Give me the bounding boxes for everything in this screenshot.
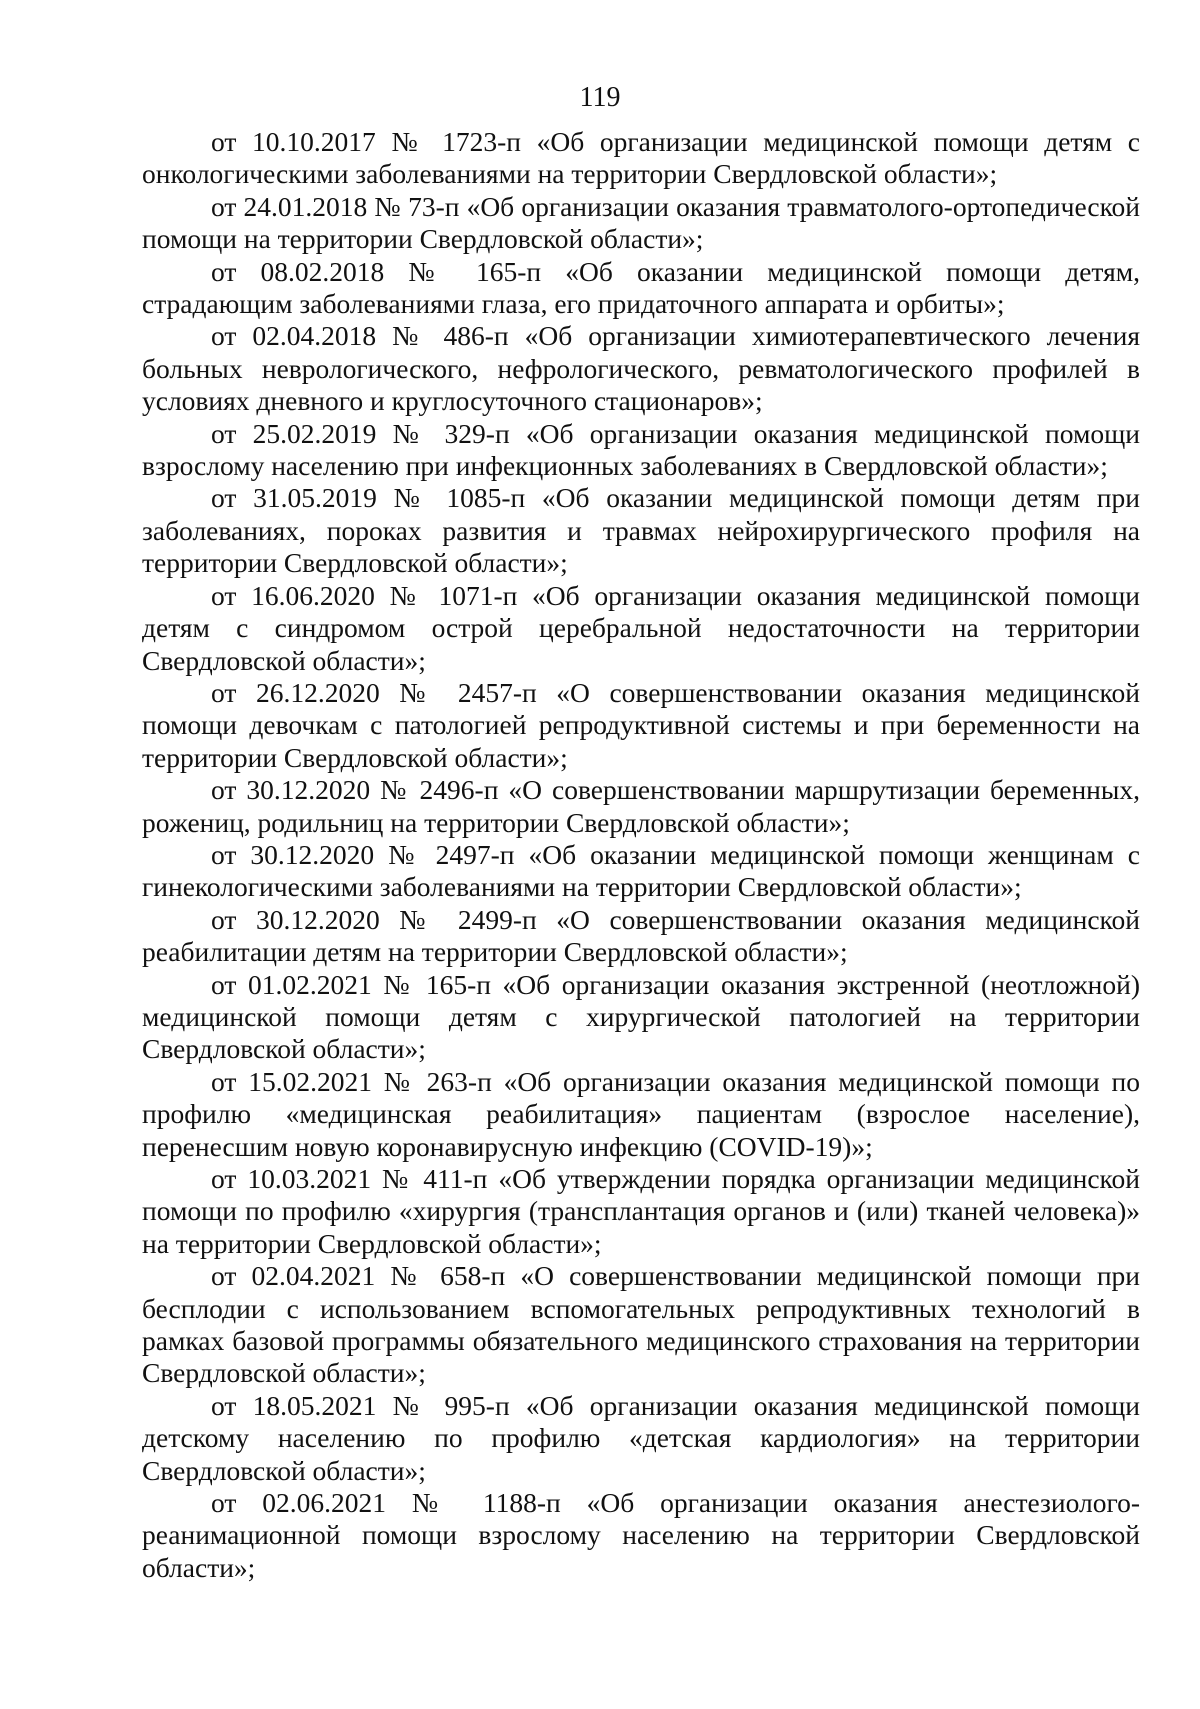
order-item: от 16.06.2020 № 1071-п «Об организации оказания медицинской помощи детям с синдромом острой церебральной недостаточности на территории Свердловской области»; bbox=[142, 579, 1140, 676]
order-item: от 10.10.2017 № 1723-п «Об организации медицинской помощи детям с онкологическими заболеваниями на территории Свердловской области»; bbox=[142, 126, 1140, 190]
order-item: от 31.05.2019 № 1085-п «Об оказании медицинской помощи детям при заболеваниях, пороках развития и травмах нейрохирургического профиля на территории Свердловской области»; bbox=[142, 482, 1140, 579]
order-item: от 26.12.2020 № 2457-п «О совершенствовании оказания медицинской помощи девочкам с патологией репродуктивной системы и при беременности на территории Свердловской области»; bbox=[142, 676, 1140, 773]
order-item: от 30.12.2020 № 2499-п «О совершенствовании оказания медицинской реабилитации детям на территории Свердловской области»; bbox=[142, 903, 1140, 968]
order-item: от 30.12.2020 № 2497-п «Об оказании медицинской помощи женщинам с гинекологическими заболеваниями на территории Свердловской области»; bbox=[142, 838, 1140, 903]
order-item: от 18.05.2021 № 995-п «Об организации оказания медицинской помощи детскому населению по профилю «детская кардиология» на территории Свердловской области»; bbox=[142, 1389, 1140, 1486]
order-item: от 02.04.2018 № 486-п «Об организации химиотерапевтического лечения больных неврологического, нефрологического, ревматологического профилей в условиях дневного и круглосуточного стационаров»; bbox=[142, 320, 1140, 417]
order-item: от 01.02.2021 № 165-п «Об организации оказания экстренной (неотложной) медицинской помощи детям с хирургической патологией на территории Свердловской области»; bbox=[142, 968, 1140, 1065]
order-item: от 25.02.2019 № 329-п «Об организации оказания медицинской помощи взрослому населению при инфекционных заболеваниях в Свердловской области»; bbox=[142, 417, 1140, 482]
document-body bbox=[142, 126, 1140, 1584]
order-item: от 02.06.2021 № 1188-п «Об организации оказания анестезиолого-реанимационной помощи взрослому населению на территории Свердловской области»; bbox=[142, 1487, 1140, 1583]
order-item: от 10.03.2021 № 411-п «Об утверждении порядка организации медицинской помощи по профилю «хирургия (трансплантация органов и (или) тканей человека)» на территории Свердловской области»; bbox=[142, 1163, 1140, 1259]
order-item: от 30.12.2020 № 2496-п «О совершенствовании маршрутизации беременных, рожениц, родильниц на территории Свердловской области»; bbox=[142, 774, 1140, 838]
order-item: от 02.04.2021 № 658-п «О совершенствовании медицинской помощи при бесплодии с использованием вспомогательных репродуктивных технологий в рамках базовой программы обязательного медицинского страхования на территории Свердловской области»; bbox=[142, 1260, 1140, 1389]
order-item: от 24.01.2018 № 73-п «Об организации оказания травматолого-ортопедической помощи на территории Свердловской области»; bbox=[142, 190, 1140, 255]
order-item: от 08.02.2018 № 165-п «Об оказании медицинской помощи детям, страдающим заболеваниями глаза, его придаточного аппарата и орбиты»; bbox=[142, 255, 1140, 320]
order-item: от 15.02.2021 № 263-п «Об организации оказания медицинской помощи по профилю «медицинская реабилитация» пациентам (взрослое население), перенесшим новую коронавирусную инфекцию (COVID-19)»; bbox=[142, 1065, 1140, 1162]
page-number: 119 bbox=[579, 82, 621, 113]
